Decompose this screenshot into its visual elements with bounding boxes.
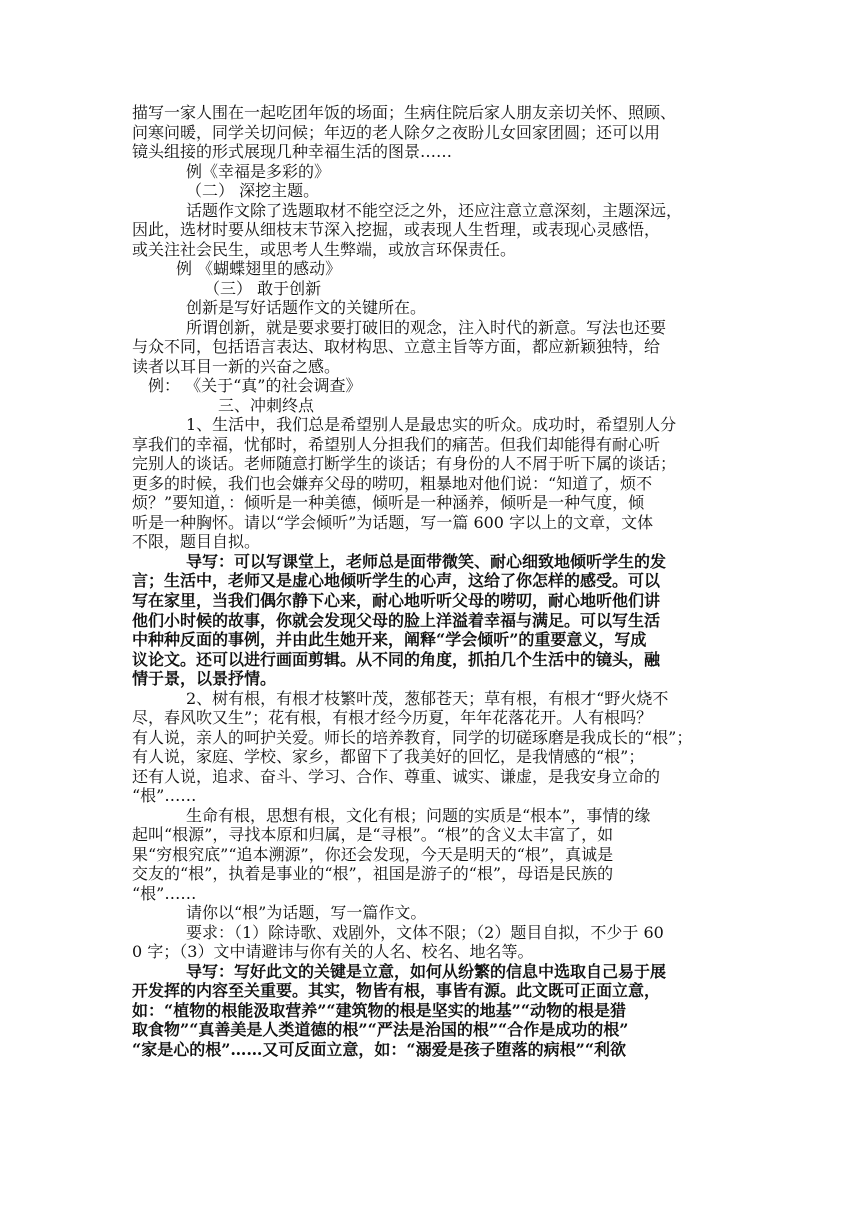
text-line: 2、树有根，有根才枝繁叶茂，葱郁苍天；草有根，有根才“野火烧不 [186, 688, 669, 708]
text-line: 话题作文除了选题取材不能空泛之外，还应注意立意深刻，主题深远， [186, 200, 683, 220]
text-line: 交友的“根”，执着是事业的“根”，祖国是游子的“根”，母语是民族的 [132, 864, 614, 884]
text-line: 描写一家人围在一起吃团年饭的场面；生病住院后家人朋友亲切关怀、照顾、 [132, 103, 677, 122]
text-line: 与众不同，包括语言表达、取材构思、立意主旨等方面，都应新颖独特，给 [132, 337, 661, 357]
text-line: “根”…… [132, 786, 197, 806]
text-line: 三、冲刺终点 [218, 395, 315, 415]
text-line: 读者以耳目一新的兴奋之感。 [132, 356, 341, 376]
text-line: 创新是写好话题作文的关键所在。 [186, 298, 427, 318]
text-line: 不限，题目自拟。 [132, 532, 261, 552]
text-line: 例： 《关于“真”的社会调查》 [148, 376, 362, 396]
text-line: 议论文。还可以进行画面剪辑。从不同的角度，抓拍几个生活中的镜头，融 [132, 649, 661, 669]
text-line: 例《幸福是多彩的》 [186, 161, 331, 181]
text-line: 因此，选材时要从细枝末节深入挖掘，或表现人生哲理，或表现心灵感悟， [132, 220, 661, 240]
text-line: 有人说，亲人的呵护关爱。师长的培养教育，同学的切磋琢磨是我成长的“根”； [132, 727, 693, 747]
text-line: 所谓创新，就是要求要打破旧的观念，注入时代的新意。写法也还要 [186, 317, 667, 337]
text-line: 开发挥的内容至关重要。其实，物皆有根，事皆有源。此文既可正面立意， [132, 981, 661, 1001]
text-line: 或关注社会民生，或思考人生弊端，或放言环保责任。 [132, 239, 517, 259]
text-line: 起叫“根源”，寻找本原和归属，是“寻根”。“根”的含义太丰富了，如 [132, 825, 614, 845]
text-line: 0 字；（3）文中请避讳与你有关的人名、校名、地名等。 [132, 942, 534, 962]
text-line: 烦？”要知道，：倾听是一种美德，倾听是一种涵养，倾听是一种气度，倾 [132, 493, 645, 513]
text-line: 请你以“根”为话题，写一篇作文。 [186, 903, 427, 923]
text-line: （二） 深挖主题。 [186, 181, 320, 201]
text-line: 言；生活中，老师又是虚心地倾听学生的心声，这给了你怎样的感受。可以 [132, 571, 661, 591]
text-line: （三） 敢于创新 [204, 278, 322, 298]
text-line: 例 《蝴蝶翅里的感动》 [176, 259, 342, 279]
text-line: 完别人的谈话。老师随意打断学生的谈话；有身份的人不屑于听下属的谈话； [132, 454, 677, 474]
text-line: 镜头组接的形式展现几种幸福生活的图景…… [132, 142, 453, 162]
text-line: 他们小时候的故事，你就会发现父母的脸上洋溢着幸福与满足。可以写生活 [132, 610, 661, 630]
text-line: 有人说，家庭、学校、家乡，都留下了我美好的回忆，是我情感的“根”； [132, 747, 645, 767]
text-line: 要求：（1）除诗歌、戏剧外，文体不限；（2）题目自拟，不少于 60 [186, 922, 664, 942]
text-line: 听是一种胸怀。请以“学会倾听”为话题，写一篇 600 字以上的文章，文体 [132, 512, 654, 532]
text-line: 情于景，以景抒情。 [132, 669, 277, 689]
text-line: 导写：写好此文的关键是立意，如何从纷繁的信息中选取自己易于展 [186, 961, 667, 981]
text-line: 果“穷根究底”“追本溯源”，你还会发现，今天是明天的“根”，真诚是 [132, 844, 614, 864]
text-line: 更多的时候，我们也会嫌弃父母的唠叨，粗暴地对他们说：“知道了，烦不 [132, 473, 653, 493]
text-line: 问寒问暖，同学关切问候；年迈的老人除夕之夜盼儿女回家团圆；还可以用 [132, 122, 661, 142]
text-line: 中种种反面的事例，并由此生她开来，阐释“学会倾听”的重要意义，写成 [132, 630, 647, 650]
text-line: 写在家里，当我们偶尔静下心来，耐心地听听父母的唠叨，耐心地听他们讲 [132, 591, 661, 610]
text-line: 尽，春风吹又生”；花有根，有根才经今历夏，年年花落花开。人有根吗？ [132, 708, 653, 728]
text-line: 还有人说，追求、奋斗、学习、合作、尊重、诚实、谦虚，是我安身立命的 [132, 766, 661, 786]
text-line: 如：“植物的根能汲取营养”“建筑物的根是坚实的地基”“动物的根是猎 [132, 1000, 627, 1020]
text-line: 1、生活中，我们总是希望别人是最忠实的听众。成功时，希望别人分 [186, 415, 677, 435]
text-line: 享我们的幸福，忧郁时，希望别人分担我们的痛苦。但我们却能得有耐心听 [132, 434, 661, 454]
text-line: “家是心的根”……又可反面立意，如：“溺爱是孩子堕落的病根”“利欲 [132, 1039, 627, 1059]
text-line: 生命有根，思想有根，文化有根；问题的实质是“根本”，事情的缘 [186, 805, 651, 825]
text-line: 取食物”“真善美是人类道德的根”“严法是治国的根”“合作是成功的根” [132, 1020, 629, 1040]
text-line: 导写：可以写课堂上，老师总是面带微笑、耐心细致地倾听学生的发 [186, 551, 667, 571]
text-line: “根”…… [132, 883, 197, 903]
